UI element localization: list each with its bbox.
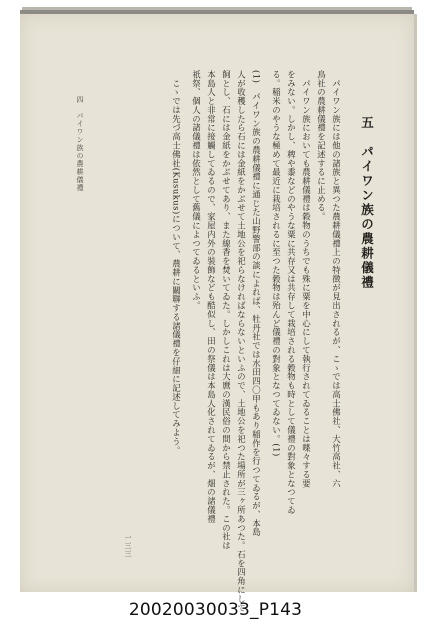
body-line-5: る。稲米のやうな極めて最近に栽培されるに至つた穀物は殆んど儀禮の對象となつてゐない。(1): [271, 70, 282, 457]
footnote-line-5: 祇祭、個人の諸儀禮は依然として舊儀によつてゐるといふ。: [191, 70, 202, 311]
running-head: 四 パイワン族の農耕儀禮: [76, 96, 84, 192]
body-line-1: パイワン族には他の諸族と異つた農耕儀禮上の特徴が見出されるが、こゝでは高士佛社、大竹高社、六: [331, 70, 342, 488]
footnote-line-2: 人が收穫したら石には金紙をかぶせて土地公を祀らなければならないといふので、土地公を祀つた場所が三ヶ所あつた。石を四角にして: [236, 70, 247, 613]
body-line-4: をみない。しかし、稗や黍などのやうな粟に共存又は共存して栽培される穀物も時として儀禮の對象となつてゐ: [286, 70, 297, 515]
page-edge-right: [414, 14, 417, 592]
footnote-line-4: 本島人と非常に接觸してゐるので、家屋内外の裝飾なども酷似し、田の祭儀は本島人化されてゐるが、畑の諸儀禮: [206, 70, 217, 524]
footnote-line-3: 飼とし、石には金紙をかぶせてあり、また線香を焚いてゐた。しかしこれは大麿の漢民俗の間から禁止された。この社は: [221, 70, 232, 551]
footnote-line-1: (1) パイワン族の農耕儀禮に通じた山野警部の談によれば、牡丹社では水田四〇甲もあり稲作を行つてゐるが、本島: [251, 70, 262, 537]
body-line-6: こゝでは先づ高士佛社(Kusukus)について、農耕に關聯する諸儀禮を仔細に記述してみよう。: [171, 70, 182, 455]
body-line-3: パイワン族においても農耕儀禮は穀物のうちでも殊に粟を中心にして執行されてゐることは喋々する要: [301, 70, 312, 488]
image-caption: 20020030033_P143: [128, 600, 303, 620]
section-title: 五 パイワン族の農耕儀禮: [359, 116, 375, 290]
page-number: 一三三: [124, 534, 132, 558]
body-line-2: 鳥社の農耕儀禮を記述するに止める。: [316, 70, 327, 222]
